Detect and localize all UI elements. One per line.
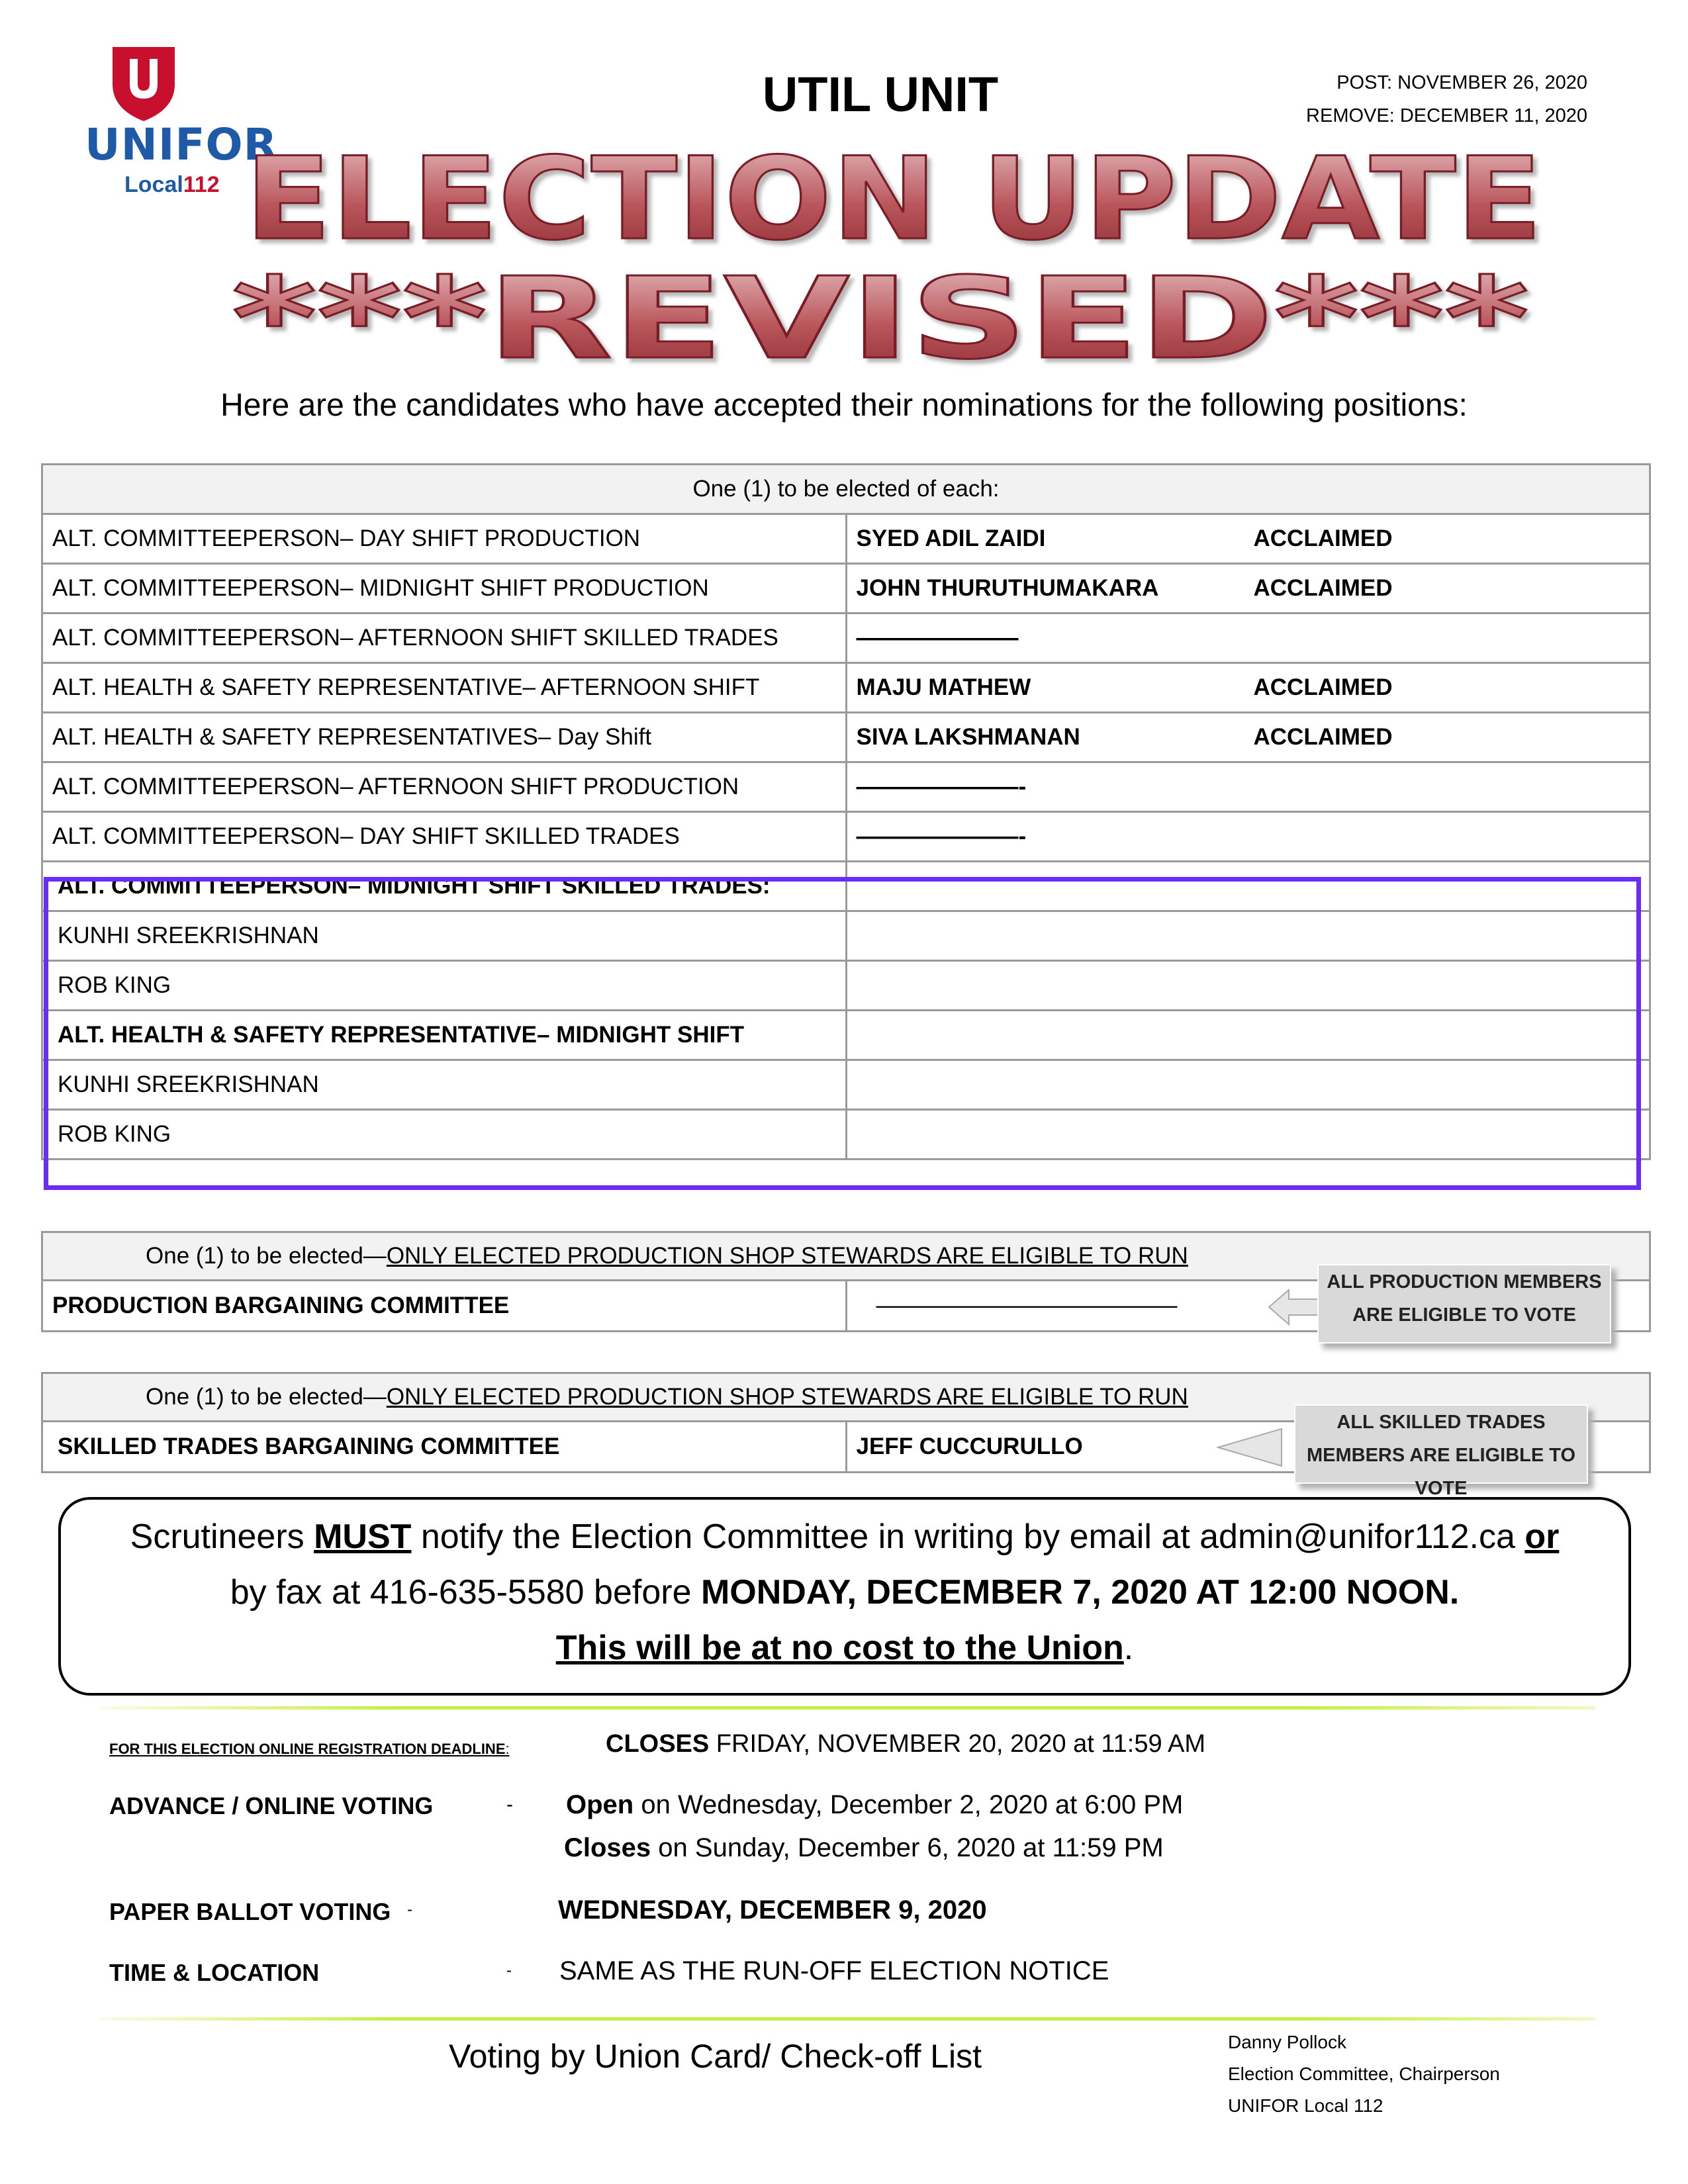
- signer-name: Danny Pollock: [1228, 2032, 1346, 2052]
- candidate-cell: [846, 614, 1650, 663]
- arrow-left-icon: [1217, 1426, 1283, 1469]
- notice-line-1: Scrutineers MUST notify the Election Committee in writing by email at admin@unifor112.ca or: [130, 1518, 1560, 1556]
- divider: [99, 2017, 1595, 2021]
- signature-block: [1228, 2026, 1500, 2122]
- dash: -: [407, 1901, 412, 1919]
- candidate-cell: JEFF CUCCURULLO: [846, 1422, 1650, 1473]
- candidate-cell: [846, 663, 1650, 713]
- production-eligibility-callout: ALL PRODUCTION MEMBERS ARE ELIGIBLE TO VOTE: [1317, 1264, 1611, 1343]
- signer-title: Election Committee, Chairperson: [1228, 2064, 1500, 2084]
- candidate-status: ACCLAIMED: [1253, 724, 1393, 750]
- intro-text: Here are the candidates who have accepted their nominations for the following positions:: [220, 388, 1468, 423]
- unifor-shield-icon: [107, 43, 180, 122]
- skilled-trades-eligibility-callout: ALL SKILLED TRADES MEMBERS ARE ELIGIBLE TO VOTE: [1294, 1404, 1588, 1484]
- table-header: One (1) to be elected of each:: [42, 465, 1650, 514]
- candidate-cell: [846, 812, 1650, 862]
- table-row: [42, 911, 1650, 961]
- eligibility-rule: ONLY ELECTED PRODUCTION SHOP STEWARDS ARE ELIGIBLE TO RUN: [386, 1243, 1188, 1269]
- election-update-heading: [225, 136, 1615, 374]
- contested-candidate: ROB KING: [42, 961, 847, 1011]
- candidate-cell: [846, 564, 1650, 614]
- contested-candidate: KUNHI SREEKRISHNAN: [42, 911, 847, 961]
- table-row: [42, 812, 1650, 862]
- table-row: [42, 514, 1650, 564]
- candidate-name: ———————-: [856, 774, 1027, 799]
- empty-cell: [846, 1110, 1650, 1160]
- empty-cell: [846, 911, 1650, 961]
- table-row: [42, 862, 1650, 911]
- candidate-cell: [846, 762, 1650, 812]
- contested-position: ALT. COMMITTEEPERSON– MIDNIGHT SHIFT SKILLED TRADES:: [42, 862, 847, 911]
- unit-title: UTIL UNIT: [762, 67, 999, 122]
- notice-line-3: This will be at no cost to the Union.: [555, 1629, 1134, 1667]
- arrow-left-icon: [1268, 1287, 1321, 1327]
- table-row: [42, 762, 1650, 812]
- candidate-name: ———————: [856, 625, 1019, 651]
- eligibility-rule: ONLY ELECTED PRODUCTION SHOP STEWARDS ARE ELIGIBLE TO RUN: [386, 1384, 1188, 1410]
- table-row: [42, 961, 1650, 1011]
- post-date: POST: NOVEMBER 26, 2020: [1336, 72, 1587, 93]
- table-row: [42, 564, 1650, 614]
- table-row: [42, 1011, 1650, 1060]
- remove-date: REMOVE: DECEMBER 11, 2020: [1306, 105, 1587, 126]
- table-row: [42, 663, 1650, 713]
- table-row: [42, 614, 1650, 663]
- nominations-table: [41, 463, 1651, 1160]
- position-cell: ALT. HEALTH & SAFETY REPRESENTATIVE– AFTERNOON SHIFT: [42, 663, 847, 713]
- post-dates: [1306, 66, 1587, 132]
- divider: [99, 1706, 1595, 1709]
- advance-voting-label: ADVANCE / ONLINE VOTING: [109, 1792, 434, 1819]
- registration-deadline-label: FOR THIS ELECTION ONLINE REGISTRATION DEADLINE:: [109, 1741, 510, 1757]
- bc-header: One (1) to be elected—ONLY ELECTED PRODUCTION SHOP STEWARDS ARE ELIGIBLE TO RUN: [42, 1373, 1650, 1422]
- signer-org: UNIFOR Local 112: [1228, 2095, 1383, 2116]
- position-cell: ALT. COMMITTEEPERSON– DAY SHIFT PRODUCTION: [42, 514, 847, 564]
- candidate-name: MAJU MATHEW: [856, 674, 1031, 700]
- empty-cell: [846, 1011, 1650, 1060]
- time-location-label: TIME & LOCATION: [109, 1959, 320, 1986]
- candidate-status: ACCLAIMED: [1253, 525, 1393, 551]
- notice-line-2: by fax at 416-635-5580 before MONDAY, DECEMBER 7, 2020 AT 12:00 NOON.: [230, 1573, 1460, 1612]
- table-row: [42, 713, 1650, 762]
- heading-line-2: ***REVISED***: [232, 253, 1529, 374]
- contested-candidate: ROB KING: [42, 1110, 847, 1160]
- registration-deadline-value: CLOSES FRIDAY, NOVEMBER 20, 2020 at 11:59 AM: [606, 1730, 1206, 1758]
- position-cell: PRODUCTION BARGAINING COMMITTEE: [42, 1281, 847, 1332]
- candidate-cell: [846, 514, 1650, 564]
- candidate-name: SIVA LAKSHMANAN: [856, 724, 1080, 750]
- advance-voting-close: Closes on Sunday, December 6, 2020 at 11:59 PM: [564, 1833, 1164, 1862]
- table-row: [42, 1110, 1650, 1160]
- empty-cell: [846, 862, 1650, 911]
- position-cell: SKILLED TRADES BARGAINING COMMITTEE: [42, 1422, 847, 1473]
- paper-ballot-date: WEDNESDAY, DECEMBER 9, 2020: [558, 1895, 987, 1925]
- bc-header: One (1) to be elected—ONLY ELECTED PRODUCTION SHOP STEWARDS ARE ELIGIBLE TO RUN: [42, 1232, 1650, 1281]
- position-cell: ALT. COMMITTEEPERSON– AFTERNOON SHIFT SKILLED TRADES: [42, 614, 847, 663]
- local-label: Local112: [124, 172, 220, 197]
- table-header-row: [42, 465, 1650, 514]
- unifor-logo: [85, 40, 278, 199]
- position-cell: ALT. COMMITTEEPERSON– MIDNIGHT SHIFT PRODUCTION: [42, 564, 847, 614]
- contested-candidate: KUNHI SREEKRISHNAN: [42, 1060, 847, 1110]
- position-cell: ALT. COMMITTEEPERSON– AFTERNOON SHIFT PRODUCTION: [42, 762, 847, 812]
- table-row: [42, 1060, 1650, 1110]
- heading-line-1: ELECTION UPDATE: [245, 136, 1542, 265]
- unifor-wordmark: UNIFOR: [85, 119, 278, 170]
- position-cell: ALT. COMMITTEEPERSON– DAY SHIFT SKILLED TRADES: [42, 812, 847, 862]
- candidate-cell: —————————————: [846, 1281, 1650, 1332]
- candidate-name: ———————-: [856, 823, 1027, 849]
- dash: -: [506, 1794, 513, 1815]
- contested-position: ALT. HEALTH & SAFETY REPRESENTATIVE– MIDNIGHT SHIFT: [42, 1011, 847, 1060]
- position-cell: ALT. HEALTH & SAFETY REPRESENTATIVES– Day Shift: [42, 713, 847, 762]
- dash: -: [506, 1962, 512, 1979]
- time-location-value: SAME AS THE RUN-OFF ELECTION NOTICE: [559, 1956, 1109, 1985]
- candidate-name: SYED ADIL ZAIDI: [856, 525, 1046, 551]
- advance-voting-open: Open on Wednesday, December 2, 2020 at 6:00 PM: [566, 1790, 1184, 1819]
- candidate-status: ACCLAIMED: [1253, 575, 1393, 601]
- scrutineer-notice: [58, 1497, 1631, 1696]
- empty-cell: [846, 1060, 1650, 1110]
- candidate-cell: [846, 713, 1650, 762]
- candidate-status: ACCLAIMED: [1253, 674, 1393, 700]
- voting-method: Voting by Union Card/ Check-off List: [449, 2038, 982, 2075]
- empty-cell: [846, 961, 1650, 1011]
- candidate-name: JOHN THURUTHUMAKARA: [856, 575, 1159, 601]
- paper-ballot-label: PAPER BALLOT VOTING: [109, 1898, 391, 1925]
